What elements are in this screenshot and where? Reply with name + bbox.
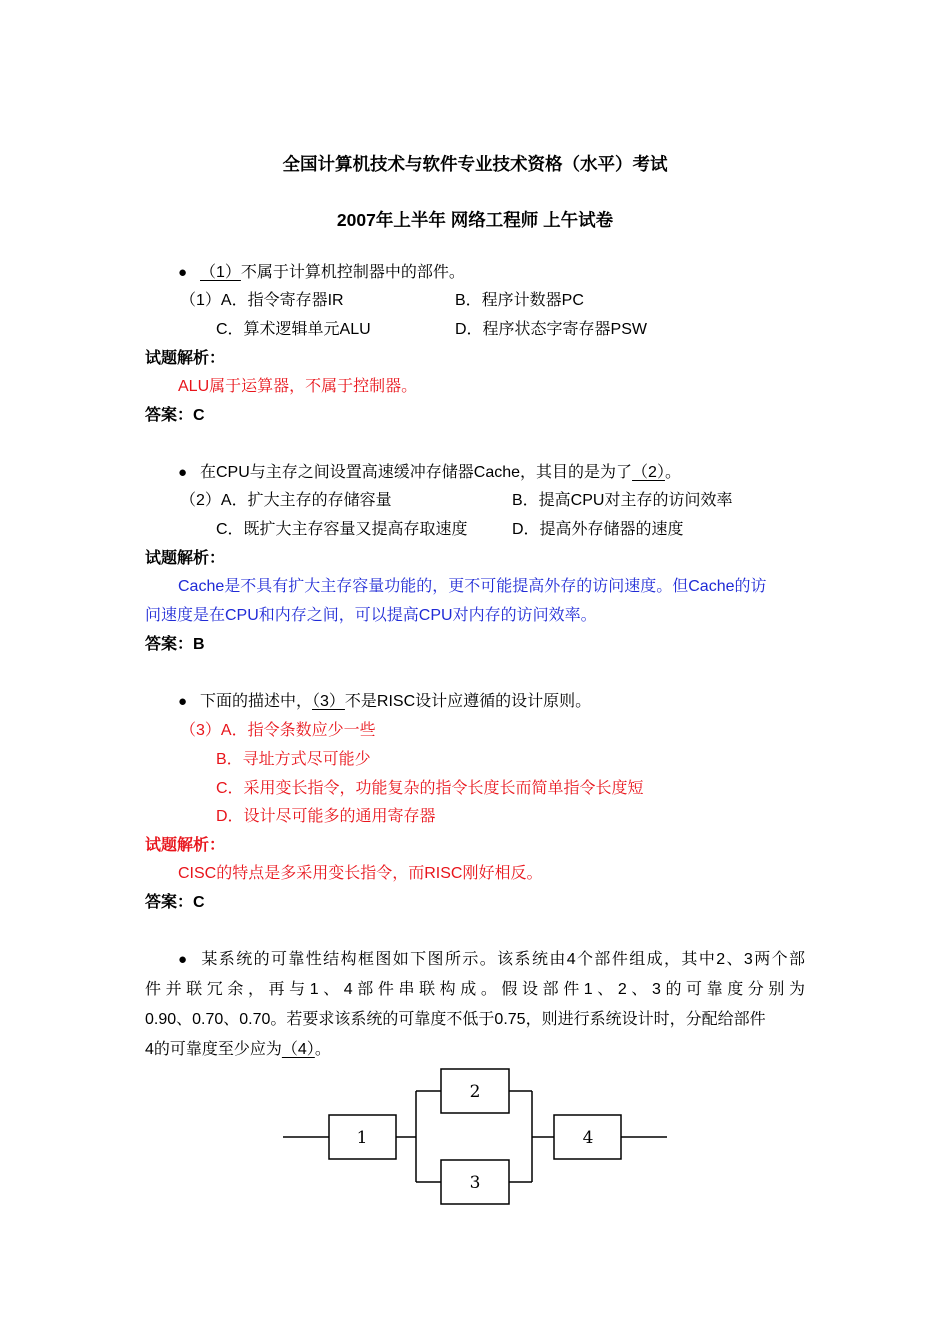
question-1-blank: （1）: [200, 264, 241, 281]
question-1-analysis: ALU属于运算器，不属于控制器。: [178, 378, 418, 395]
question-2-stem: ● 在CPU与主存之间设置高速缓冲存储器Cache，其目的是为了（2）。: [178, 462, 681, 484]
question-2-option-b: B．提高CPU对主存的访问效率: [512, 492, 733, 509]
question-3-option-b: B．寻址方式尽可能少: [216, 751, 371, 768]
question-4-line-4: 4的可靠度至少应为（4）。: [145, 1041, 331, 1058]
question-3-stem: ● 下面的描述中，（3）不是RISC设计应遵循的设计原则。: [178, 691, 591, 713]
question-4-line-1: ● 某系统的可靠性结构框图如下图所示。该系统由4个部件组成，其中2、3两个部: [178, 949, 805, 971]
question-1-answer: 答案：C: [145, 407, 205, 424]
question-4-line-3: 0.90、0.70、0.70。若要求该系统的可靠度不低于0.75，则进行系统设计时，分配给部件: [145, 1011, 766, 1028]
question-3-analysis-label: 试题解析：: [145, 837, 226, 854]
question-2-analysis-line-1: Cache是不具有扩大主存容量功能的，更不可能提高外存的访问速度。但Cache的访: [178, 578, 767, 595]
question-4-blank: （4）: [281, 1041, 315, 1058]
question-1-option-b: B．程序计数器PC: [455, 292, 584, 309]
bullet: ●: [178, 693, 188, 710]
question-2-analysis-label: 试题解析：: [145, 550, 226, 567]
question-3-blank: （3）: [312, 693, 345, 710]
question-2-option-c: C．既扩大主存容量又提高存取速度: [216, 521, 468, 538]
question-3-option-c: C．采用变长指令，功能复杂的指令长度长而简单指令长度短: [216, 780, 644, 797]
block-4-label: 4: [582, 1128, 594, 1148]
question-3-option-a: （3）A．指令条数应少一些: [180, 722, 376, 739]
block-3-label: 3: [469, 1173, 481, 1193]
block-2-label: 2: [469, 1082, 481, 1102]
exam-title: 全国计算机技术与软件专业技术资格（水平）考试: [282, 154, 668, 174]
question-1-option-d: D．程序状态字寄存器PSW: [455, 321, 648, 338]
question-2-analysis-line-2: 问速度是在CPU和内存之间，可以提高CPU对内存的访问效率。: [145, 607, 597, 624]
bullet: ●: [178, 464, 188, 481]
question-1-option-a: （1）A．指令寄存器IR: [180, 292, 344, 309]
question-1-analysis-label: 试题解析：: [145, 350, 226, 367]
exam-subtitle: 2007年上半年 网络工程师 上午试卷: [336, 210, 614, 230]
question-4-line-2: 件并联冗余，再与1、4部件串联构成。假设部件1、2、3的可靠度分别为: [145, 981, 805, 998]
block-1-label: 1: [356, 1128, 368, 1148]
bullet: ●: [178, 951, 188, 968]
bullet: ●: [178, 264, 188, 281]
question-3-analysis: CISC的特点是多采用变长指令，而RISC刚好相反。: [178, 865, 543, 882]
question-3-option-d: D．设计尽可能多的通用寄存器: [216, 808, 436, 825]
question-3-answer: 答案：C: [145, 894, 205, 911]
question-2-blank: （2）: [632, 464, 665, 481]
question-2-option-d: D．提高外存储器的速度: [512, 521, 684, 538]
question-1-option-c: C．算术逻辑单元ALU: [216, 321, 371, 338]
question-1-stem: ● （1）不属于计算机控制器中的部件。: [178, 262, 465, 284]
question-2-answer: 答案：B: [145, 636, 205, 653]
question-2-option-a: （2）A．扩大主存的存储容量: [180, 492, 392, 509]
